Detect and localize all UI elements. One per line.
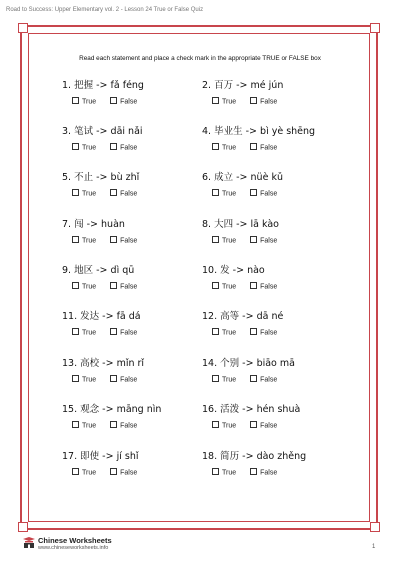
item-number: 14. bbox=[202, 358, 218, 369]
choices bbox=[62, 282, 202, 293]
false-option[interactable] bbox=[110, 236, 137, 247]
page-number: 1 bbox=[372, 544, 376, 550]
statement bbox=[62, 404, 202, 416]
true-option[interactable] bbox=[72, 143, 96, 154]
choices bbox=[62, 143, 202, 154]
false-checkbox[interactable] bbox=[250, 328, 257, 335]
false-option[interactable] bbox=[250, 236, 277, 247]
frame-corner-bottom-right bbox=[370, 522, 380, 532]
false-checkbox[interactable] bbox=[110, 328, 117, 335]
false-label: False bbox=[120, 190, 138, 198]
true-option[interactable] bbox=[72, 328, 96, 339]
true-checkbox[interactable] bbox=[212, 143, 219, 150]
true-label: True bbox=[222, 98, 237, 106]
true-label: True bbox=[222, 469, 237, 477]
true-label: True bbox=[222, 144, 237, 152]
item-number: 13. bbox=[62, 358, 78, 369]
false-checkbox[interactable] bbox=[110, 375, 117, 382]
page-header: Road to Success: Upper Elementary vol. 2 - Lesson 24 True or False Quiz bbox=[6, 7, 204, 13]
true-checkbox[interactable] bbox=[212, 468, 219, 475]
false-label: False bbox=[120, 469, 138, 477]
statement bbox=[202, 126, 342, 138]
true-checkbox[interactable] bbox=[212, 375, 219, 382]
true-option[interactable] bbox=[212, 97, 236, 108]
item-number: 6. bbox=[202, 172, 212, 183]
item-text: 发 -> nào bbox=[220, 265, 265, 276]
false-option[interactable] bbox=[110, 189, 137, 200]
frame-corner-bottom-left bbox=[18, 522, 28, 532]
statement bbox=[62, 219, 202, 231]
choices bbox=[62, 468, 202, 479]
true-label: True bbox=[222, 329, 237, 337]
quiz-item bbox=[62, 358, 202, 386]
statement bbox=[202, 404, 342, 416]
false-label: False bbox=[120, 98, 138, 106]
true-option[interactable] bbox=[72, 97, 96, 108]
true-label: True bbox=[82, 98, 97, 106]
false-label: False bbox=[260, 98, 278, 106]
frame-corner-top-right bbox=[370, 23, 380, 33]
true-label: True bbox=[222, 190, 237, 198]
false-label: False bbox=[260, 469, 278, 477]
false-checkbox[interactable] bbox=[250, 97, 257, 104]
false-option[interactable] bbox=[250, 468, 277, 479]
true-label: True bbox=[82, 376, 97, 384]
choices bbox=[62, 97, 202, 108]
false-checkbox[interactable] bbox=[110, 421, 117, 428]
true-checkbox[interactable] bbox=[72, 189, 79, 196]
false-checkbox[interactable] bbox=[110, 282, 117, 289]
item-number: 2. bbox=[202, 80, 212, 91]
quiz-item bbox=[202, 358, 342, 386]
item-text: 大四 -> lā kào bbox=[214, 219, 279, 230]
true-checkbox[interactable] bbox=[212, 236, 219, 243]
false-label: False bbox=[260, 283, 278, 291]
true-option[interactable] bbox=[72, 189, 96, 200]
item-number: 5. bbox=[62, 172, 72, 183]
quiz-item bbox=[202, 126, 342, 154]
instructions: Read each statement and place a check mark in the appropriate TRUE or FALSE box bbox=[79, 55, 321, 62]
false-option[interactable] bbox=[250, 143, 277, 154]
item-number: 17. bbox=[62, 451, 78, 462]
true-checkbox[interactable] bbox=[72, 282, 79, 289]
item-text: 地区 -> dì qū bbox=[74, 265, 135, 276]
statement bbox=[202, 311, 342, 323]
true-checkbox[interactable] bbox=[212, 421, 219, 428]
false-option[interactable] bbox=[110, 328, 137, 339]
true-option[interactable] bbox=[212, 328, 236, 339]
choices bbox=[62, 375, 202, 386]
choices bbox=[202, 468, 342, 479]
quiz-item bbox=[62, 219, 202, 247]
choices bbox=[202, 143, 342, 154]
item-text: 个别 -> biāo mā bbox=[220, 358, 295, 369]
statement bbox=[62, 172, 202, 184]
item-text: 成立 -> nüè kǔ bbox=[214, 172, 283, 183]
true-label: True bbox=[82, 237, 97, 245]
quiz-item bbox=[202, 219, 342, 247]
item-number: 9. bbox=[62, 265, 72, 276]
item-number: 4. bbox=[202, 126, 212, 137]
false-label: False bbox=[260, 237, 278, 245]
false-option[interactable] bbox=[250, 189, 277, 200]
choices bbox=[62, 421, 202, 432]
true-label: True bbox=[82, 190, 97, 198]
true-option[interactable] bbox=[212, 236, 236, 247]
true-option[interactable] bbox=[72, 375, 96, 386]
true-checkbox[interactable] bbox=[72, 421, 79, 428]
true-checkbox[interactable] bbox=[72, 468, 79, 475]
statement bbox=[62, 311, 202, 323]
true-label: True bbox=[82, 422, 97, 430]
false-option[interactable] bbox=[110, 282, 137, 293]
item-text: 发达 -> fā dá bbox=[80, 311, 141, 322]
statement bbox=[62, 265, 202, 277]
true-option[interactable] bbox=[212, 282, 236, 293]
true-label: True bbox=[222, 283, 237, 291]
false-option[interactable] bbox=[250, 375, 277, 386]
false-label: False bbox=[120, 329, 138, 337]
quiz-item bbox=[62, 80, 202, 108]
quiz-item bbox=[202, 172, 342, 200]
frame-corner-top-left bbox=[18, 23, 28, 33]
quiz-item bbox=[62, 265, 202, 293]
item-text: 百万 -> mé jún bbox=[214, 80, 284, 91]
true-option[interactable] bbox=[212, 468, 236, 479]
true-label: True bbox=[222, 237, 237, 245]
false-checkbox[interactable] bbox=[250, 143, 257, 150]
false-checkbox[interactable] bbox=[250, 375, 257, 382]
true-option[interactable] bbox=[72, 421, 96, 432]
false-option[interactable] bbox=[250, 328, 277, 339]
item-number: 12. bbox=[202, 311, 218, 322]
false-checkbox[interactable] bbox=[110, 189, 117, 196]
choices bbox=[202, 328, 342, 339]
true-checkbox[interactable] bbox=[72, 97, 79, 104]
true-option[interactable] bbox=[212, 421, 236, 432]
true-label: True bbox=[222, 376, 237, 384]
false-checkbox[interactable] bbox=[250, 282, 257, 289]
statement bbox=[202, 265, 342, 277]
item-number: 11. bbox=[62, 311, 78, 322]
false-option[interactable] bbox=[250, 97, 277, 108]
true-option[interactable] bbox=[212, 189, 236, 200]
statement bbox=[62, 126, 202, 138]
choices bbox=[202, 375, 342, 386]
false-label: False bbox=[120, 376, 138, 384]
item-text: 观念 -> māng nìn bbox=[80, 404, 162, 415]
false-checkbox[interactable] bbox=[110, 468, 117, 475]
statement bbox=[202, 451, 342, 463]
quiz-item bbox=[202, 404, 342, 432]
false-checkbox[interactable] bbox=[110, 143, 117, 150]
true-label: True bbox=[82, 144, 97, 152]
false-checkbox[interactable] bbox=[250, 189, 257, 196]
true-checkbox[interactable] bbox=[212, 328, 219, 335]
true-checkbox[interactable] bbox=[212, 97, 219, 104]
item-number: 3. bbox=[62, 126, 72, 137]
quiz-item bbox=[202, 311, 342, 339]
statement bbox=[62, 80, 202, 92]
true-option[interactable] bbox=[72, 236, 96, 247]
choices bbox=[62, 189, 202, 200]
true-option[interactable] bbox=[212, 375, 236, 386]
false-label: False bbox=[120, 283, 138, 291]
true-label: True bbox=[82, 283, 97, 291]
item-text: 闯 -> huàn bbox=[74, 219, 125, 230]
item-number: 10. bbox=[202, 265, 218, 276]
true-label: True bbox=[82, 469, 97, 477]
item-text: 高校 -> mǐn rǐ bbox=[80, 358, 145, 369]
choices bbox=[62, 328, 202, 339]
false-label: False bbox=[260, 376, 278, 384]
false-label: False bbox=[260, 190, 278, 198]
quiz-item bbox=[202, 451, 342, 479]
website-url[interactable]: www.chineseworksheets.info bbox=[38, 545, 109, 551]
false-option[interactable] bbox=[110, 375, 137, 386]
true-checkbox[interactable] bbox=[212, 282, 219, 289]
statement bbox=[62, 358, 202, 370]
false-label: False bbox=[120, 422, 138, 430]
statement bbox=[202, 80, 342, 92]
false-option[interactable] bbox=[250, 421, 277, 432]
true-checkbox[interactable] bbox=[72, 328, 79, 335]
false-checkbox[interactable] bbox=[110, 236, 117, 243]
false-option[interactable] bbox=[110, 468, 137, 479]
false-option[interactable] bbox=[110, 421, 137, 432]
statement bbox=[62, 451, 202, 463]
false-checkbox[interactable] bbox=[250, 236, 257, 243]
item-text: 活泼 -> hén shuà bbox=[220, 404, 301, 415]
quiz-item bbox=[62, 451, 202, 479]
false-label: False bbox=[260, 329, 278, 337]
true-label: True bbox=[222, 422, 237, 430]
false-label: False bbox=[120, 237, 138, 245]
false-checkbox[interactable] bbox=[250, 421, 257, 428]
quiz-item bbox=[62, 126, 202, 154]
quiz-item bbox=[62, 311, 202, 339]
item-text: 笔试 -> dāi nǎi bbox=[74, 126, 143, 137]
false-label: False bbox=[260, 144, 278, 152]
quiz-item bbox=[62, 404, 202, 432]
quiz-item bbox=[202, 265, 342, 293]
false-option[interactable] bbox=[110, 143, 137, 154]
choices bbox=[202, 282, 342, 293]
item-number: 18. bbox=[202, 451, 218, 462]
choices bbox=[202, 189, 342, 200]
true-checkbox[interactable] bbox=[212, 189, 219, 196]
choices bbox=[202, 97, 342, 108]
item-number: 7. bbox=[62, 219, 72, 230]
item-text: 毕业生 -> bì yè shēng bbox=[214, 126, 316, 137]
statement bbox=[202, 172, 342, 184]
brand-name: Chinese Worksheets bbox=[38, 536, 112, 545]
true-option[interactable] bbox=[72, 468, 96, 479]
item-text: 不止 -> bù zhǐ bbox=[74, 172, 140, 183]
chinese-worksheets-logo-icon bbox=[22, 537, 36, 549]
true-checkbox[interactable] bbox=[72, 143, 79, 150]
true-label: True bbox=[82, 329, 97, 337]
item-number: 1. bbox=[62, 80, 72, 91]
true-checkbox[interactable] bbox=[72, 236, 79, 243]
choices bbox=[202, 236, 342, 247]
item-text: 即使 -> jí shǐ bbox=[80, 451, 139, 462]
false-option[interactable] bbox=[250, 282, 277, 293]
choices bbox=[202, 421, 342, 432]
statement bbox=[202, 219, 342, 231]
item-text: 把握 -> fǎ féng bbox=[74, 80, 144, 91]
false-checkbox[interactable] bbox=[250, 468, 257, 475]
false-label: False bbox=[120, 144, 138, 152]
choices bbox=[62, 236, 202, 247]
true-option[interactable] bbox=[212, 143, 236, 154]
false-label: False bbox=[260, 422, 278, 430]
quiz-item bbox=[202, 80, 342, 108]
item-text: 简历 -> dào zhěng bbox=[220, 451, 307, 462]
item-number: 16. bbox=[202, 404, 218, 415]
false-checkbox[interactable] bbox=[110, 97, 117, 104]
statement bbox=[202, 358, 342, 370]
item-text: 高等 -> dā né bbox=[220, 311, 284, 322]
quiz-item bbox=[62, 172, 202, 200]
item-number: 8. bbox=[202, 219, 212, 230]
true-option[interactable] bbox=[72, 282, 96, 293]
item-number: 15. bbox=[62, 404, 78, 415]
false-option[interactable] bbox=[110, 97, 137, 108]
true-checkbox[interactable] bbox=[72, 375, 79, 382]
